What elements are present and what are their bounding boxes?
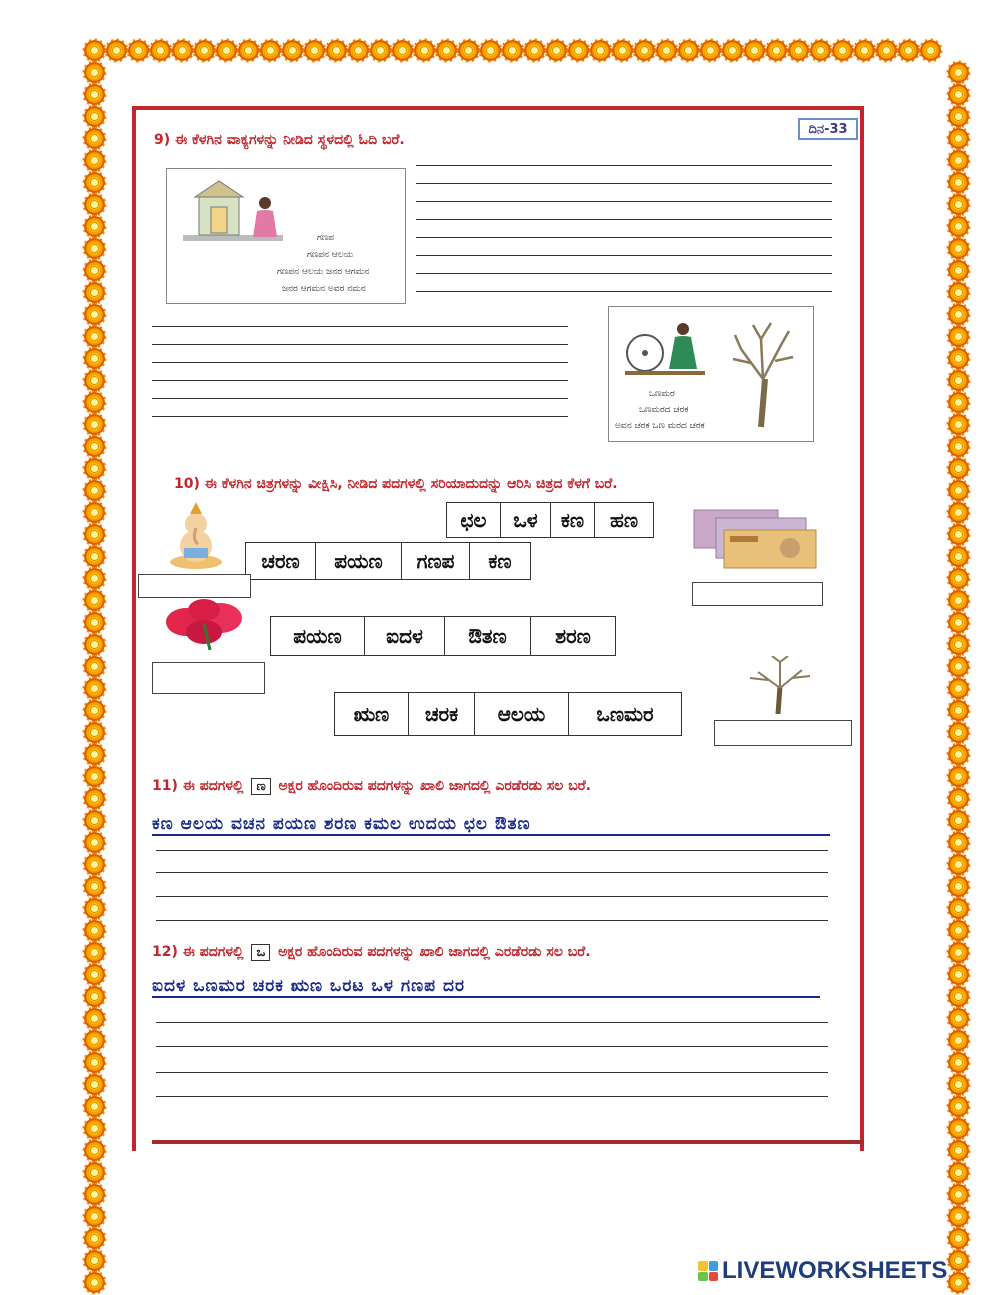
flower-icon bbox=[370, 40, 391, 61]
dry-tree-illustration bbox=[721, 319, 801, 429]
flower-icon bbox=[84, 348, 105, 369]
flower-icon bbox=[948, 744, 969, 765]
tree-image bbox=[744, 656, 814, 716]
q11-target-letter: ಣ bbox=[251, 778, 270, 795]
decorative-flower-border-left bbox=[84, 62, 105, 1293]
flower-icon bbox=[948, 678, 969, 699]
q9-box2-line-3: ಅವನ ಚರಕ ಒಣ ಮರದ ಚರಕ bbox=[615, 421, 705, 431]
flower-icon bbox=[84, 986, 105, 1007]
word-option[interactable]: ಋಣ bbox=[335, 693, 409, 735]
flower-icon bbox=[948, 590, 969, 611]
word-option[interactable]: ಒಳ bbox=[501, 503, 551, 537]
flower-icon bbox=[546, 40, 567, 61]
flower-icon bbox=[948, 238, 969, 259]
flower-icon bbox=[948, 634, 969, 655]
q9-box2-line-2: ಒಣಮರದ ಚರಕ bbox=[639, 405, 689, 415]
flower-icon bbox=[948, 1250, 969, 1271]
flower-icon bbox=[326, 40, 347, 61]
flower-icon bbox=[84, 854, 105, 875]
flower-icon bbox=[948, 832, 969, 853]
flower-icon bbox=[84, 480, 105, 501]
flower-icon bbox=[84, 700, 105, 721]
word-option[interactable]: ಪಯಣ bbox=[316, 543, 402, 579]
q12-heading-pre: 12) ಈ ಪದಗಳಲ್ಲಿ bbox=[152, 944, 244, 960]
flower-icon bbox=[84, 458, 105, 479]
word-option[interactable]: ಐದಳ bbox=[365, 617, 445, 655]
flower-icon bbox=[84, 392, 105, 413]
flower-icon bbox=[84, 1030, 105, 1051]
flower-icon bbox=[84, 1074, 105, 1095]
q9-box1-line-2: ಗಣಪನ ಆಲಯ bbox=[307, 250, 354, 260]
answer-box-ganesha[interactable] bbox=[138, 574, 251, 598]
word-option[interactable]: ಛಲ bbox=[447, 503, 501, 537]
flower-icon bbox=[84, 766, 105, 787]
flower-icon bbox=[948, 282, 969, 303]
flower-icon bbox=[948, 656, 969, 677]
flower-icon bbox=[948, 920, 969, 941]
liveworksheets-brand: LIVEWORKSHEETS bbox=[722, 1257, 948, 1284]
q11-heading bbox=[152, 778, 591, 795]
flower-icon bbox=[84, 502, 105, 523]
word-option[interactable]: ಚರಕ bbox=[409, 693, 475, 735]
flower-icon bbox=[84, 1140, 105, 1161]
flower-icon bbox=[948, 876, 969, 897]
flower-icon bbox=[84, 1162, 105, 1183]
flower-icon bbox=[84, 216, 105, 237]
flower-icon bbox=[84, 568, 105, 589]
word-option[interactable]: ಪಯಣ bbox=[271, 617, 365, 655]
q9-box1-line-4: ಜನರ ಆಗಮನ ಅವರ ನಮನ bbox=[282, 284, 366, 294]
word-option[interactable]: ಹಣ bbox=[609, 508, 639, 532]
flower-icon bbox=[678, 40, 699, 61]
q12-heading-post: ಅಕ್ಷರ ಹೊಂದಿರುವ ಪದಗಳನ್ನು ಖಾಲಿ ಜಾಗದಲ್ಲಿ ಎರಡೆರಡು ಸಲ ಬರೆ. bbox=[278, 944, 591, 960]
flower-icon bbox=[948, 612, 969, 633]
q9-box2-line-1: ಒಣಮರ bbox=[649, 389, 675, 399]
flower-icon bbox=[216, 40, 237, 61]
flower-icon bbox=[898, 40, 919, 61]
flower-icon bbox=[128, 40, 149, 61]
word-option[interactable]: ಔತಣ bbox=[445, 617, 531, 655]
answer-box-tree[interactable] bbox=[714, 720, 852, 746]
flower-icon bbox=[84, 1250, 105, 1271]
flower-icon bbox=[84, 1228, 105, 1249]
flower-icon bbox=[948, 964, 969, 985]
flower-icon bbox=[84, 634, 105, 655]
flower-icon bbox=[948, 458, 969, 479]
flower-icon bbox=[948, 546, 969, 567]
liveworksheets-icon bbox=[698, 1261, 718, 1281]
flower-icon bbox=[948, 480, 969, 501]
ganesha-image bbox=[164, 502, 228, 572]
flower-icon bbox=[948, 1096, 969, 1117]
word-option[interactable]: ಕಣ bbox=[551, 503, 595, 537]
flower-icon bbox=[84, 1206, 105, 1227]
q9-heading: 9) ಈ ಕೆಳಗಿನ ವಾಕ್ಯಗಳನ್ನು ನೀಡಿದ ಸ್ಥಳದಲ್ಲಿ ಓದಿ ಬರೆ. bbox=[154, 132, 405, 148]
flower-icon bbox=[348, 40, 369, 61]
flower-icon bbox=[948, 1008, 969, 1029]
flower-icon bbox=[948, 216, 969, 237]
word-table-money bbox=[446, 502, 654, 538]
flower-icon bbox=[414, 40, 435, 61]
flower-icon bbox=[948, 854, 969, 875]
flower-icon bbox=[948, 414, 969, 435]
flower-icon bbox=[948, 942, 969, 963]
flower-icon bbox=[84, 238, 105, 259]
flower-icon bbox=[172, 40, 193, 61]
word-table-tree bbox=[334, 692, 682, 736]
flower-icon bbox=[948, 106, 969, 127]
flower-icon bbox=[590, 40, 611, 61]
flower-icon bbox=[84, 1184, 105, 1205]
flower-icon bbox=[948, 84, 969, 105]
q11-word-list: ಕಣ ಆಲಯ ವಚನ ಪಯಣ ಶರಣ ಕಮಲ ಉದಯ ಛಲ ಔತಣ bbox=[152, 814, 830, 836]
flower-icon bbox=[84, 260, 105, 281]
flower-icon bbox=[524, 40, 545, 61]
flower-icon bbox=[194, 40, 215, 61]
flower-icon bbox=[948, 128, 969, 149]
flower-icon bbox=[948, 392, 969, 413]
flower-icon bbox=[788, 40, 809, 61]
flower-icon bbox=[150, 40, 171, 61]
word-option[interactable]: ಶರಣ bbox=[555, 624, 591, 648]
flower-icon bbox=[948, 722, 969, 743]
flower-icon bbox=[84, 150, 105, 171]
flower-icon bbox=[436, 40, 457, 61]
answer-box-flower[interactable] bbox=[152, 662, 265, 694]
q12-target-letter: ಒ bbox=[251, 944, 270, 961]
money-notes-image bbox=[690, 504, 820, 574]
flower-icon bbox=[84, 964, 105, 985]
flower-icon bbox=[568, 40, 589, 61]
flower-icon bbox=[84, 546, 105, 567]
flower-icon bbox=[84, 1052, 105, 1073]
flower-icon bbox=[948, 1118, 969, 1139]
word-option[interactable]: ಚರಣ bbox=[246, 543, 316, 579]
flower-icon bbox=[84, 810, 105, 831]
flower-icon bbox=[84, 414, 105, 435]
flower-icon bbox=[700, 40, 721, 61]
flower-icon bbox=[948, 766, 969, 787]
flower-icon bbox=[84, 876, 105, 897]
flower-icon bbox=[948, 194, 969, 215]
flower-icon bbox=[948, 172, 969, 193]
flower-icon bbox=[948, 898, 969, 919]
flower-icon bbox=[854, 40, 875, 61]
flower-icon bbox=[948, 700, 969, 721]
flower-icon bbox=[502, 40, 523, 61]
flower-icon bbox=[84, 304, 105, 325]
flower-icon bbox=[84, 678, 105, 699]
flower-icon bbox=[84, 942, 105, 963]
spinning-wheel-image-box bbox=[608, 306, 814, 442]
flower-icon bbox=[948, 1052, 969, 1073]
flower-icon bbox=[84, 612, 105, 633]
flower-icon bbox=[282, 40, 303, 61]
flower-icon bbox=[744, 40, 765, 61]
flower-icon bbox=[84, 194, 105, 215]
q11-heading-post: ಅಕ್ಷರ ಹೊಂದಿರುವ ಪದಗಳನ್ನು ಖಾಲಿ ಜಾಗದಲ್ಲಿ ಎರಡೆರಡು ಸಲ ಬರೆ. bbox=[278, 778, 591, 794]
flower-icon bbox=[84, 656, 105, 677]
q11-heading-pre: 11) ಈ ಪದಗಳಲ್ಲಿ bbox=[152, 778, 244, 794]
flower-icon bbox=[304, 40, 325, 61]
flower-icon bbox=[458, 40, 479, 61]
flower-icon bbox=[948, 1272, 969, 1293]
hibiscus-flower-image bbox=[164, 598, 250, 654]
day-badge: ದಿನ-33 bbox=[798, 118, 858, 140]
flower-icon bbox=[84, 744, 105, 765]
flower-icon bbox=[84, 788, 105, 809]
flower-icon bbox=[810, 40, 831, 61]
word-option[interactable]: ಕಣ bbox=[488, 549, 512, 573]
flower-icon bbox=[260, 40, 281, 61]
flower-icon bbox=[84, 128, 105, 149]
flower-icon bbox=[876, 40, 897, 61]
flower-icon bbox=[480, 40, 501, 61]
flower-icon bbox=[106, 40, 127, 61]
flower-icon bbox=[948, 436, 969, 457]
temple-prayer-illustration bbox=[173, 175, 293, 255]
flower-icon bbox=[392, 40, 413, 61]
flower-icon bbox=[948, 304, 969, 325]
flower-icon bbox=[948, 524, 969, 545]
flower-icon bbox=[920, 40, 941, 61]
flower-icon bbox=[84, 832, 105, 853]
flower-icon bbox=[948, 1228, 969, 1249]
flower-icon bbox=[634, 40, 655, 61]
worksheet-frame-bottom bbox=[152, 1140, 864, 1144]
flower-icon bbox=[766, 40, 787, 61]
flower-icon bbox=[948, 326, 969, 347]
flower-icon bbox=[948, 1030, 969, 1051]
flower-icon bbox=[238, 40, 259, 61]
liveworksheets-logo bbox=[698, 1257, 947, 1285]
q12-word-list: ಐದಳ ಒಣಮರ ಚರಕ ಋಣ ಒರಟ ಒಳ ಗಣಪ ದರ bbox=[152, 976, 820, 998]
word-option[interactable]: ಗಣಪ bbox=[402, 543, 470, 579]
flower-icon bbox=[84, 1096, 105, 1117]
flower-icon bbox=[84, 62, 105, 83]
flower-icon bbox=[948, 62, 969, 83]
word-option[interactable]: ಒಣಮರ bbox=[596, 702, 654, 726]
spinning-wheel-illustration bbox=[615, 313, 715, 383]
flower-icon bbox=[612, 40, 633, 61]
decorative-flower-border-top bbox=[84, 40, 941, 61]
flower-icon bbox=[948, 1206, 969, 1227]
flower-icon bbox=[948, 1162, 969, 1183]
flower-icon bbox=[948, 568, 969, 589]
flower-icon bbox=[948, 370, 969, 391]
flower-icon bbox=[84, 172, 105, 193]
word-table-ganesha bbox=[245, 542, 531, 580]
flower-icon bbox=[84, 370, 105, 391]
decorative-flower-border-right bbox=[948, 62, 969, 1293]
flower-icon bbox=[948, 810, 969, 831]
flower-icon bbox=[84, 1272, 105, 1293]
temple-image-box bbox=[166, 168, 406, 304]
flower-icon bbox=[948, 260, 969, 281]
flower-icon bbox=[948, 1140, 969, 1161]
flower-icon bbox=[722, 40, 743, 61]
flower-icon bbox=[948, 1184, 969, 1205]
flower-icon bbox=[84, 1008, 105, 1029]
q12-heading bbox=[152, 944, 591, 961]
flower-icon bbox=[948, 1074, 969, 1095]
flower-icon bbox=[84, 436, 105, 457]
flower-icon bbox=[84, 326, 105, 347]
flower-icon bbox=[84, 282, 105, 303]
flower-icon bbox=[948, 348, 969, 369]
flower-icon bbox=[832, 40, 853, 61]
q10-heading: 10) ಈ ಕೆಳಗಿನ ಚಿತ್ರಗಳನ್ನು ವೀಕ್ಷಿಸಿ, ನೀಡಿದ ಪದಗಳಲ್ಲಿ ಸರಿಯಾದುದನ್ನು ಆರಿಸಿ ಚಿತ್ರದ ಕೆಳಗೆ ಬರೆ. bbox=[174, 476, 618, 492]
flower-icon bbox=[84, 920, 105, 941]
flower-icon bbox=[948, 986, 969, 1007]
flower-icon bbox=[84, 898, 105, 919]
flower-icon bbox=[84, 106, 105, 127]
flower-icon bbox=[656, 40, 677, 61]
flower-icon bbox=[84, 722, 105, 743]
word-option[interactable]: ಆಲಯ bbox=[475, 693, 569, 735]
q9-box1-line-3: ಗಣಪನ ಆಲಯ ಜನರ ಆಗಮನ bbox=[277, 267, 370, 277]
q9-box1-line-1: ಗಣಪ bbox=[317, 233, 335, 243]
flower-icon bbox=[84, 590, 105, 611]
flower-icon bbox=[84, 524, 105, 545]
flower-icon bbox=[84, 40, 105, 61]
answer-box-money[interactable] bbox=[692, 582, 823, 606]
word-table-flower bbox=[270, 616, 616, 656]
flower-icon bbox=[948, 788, 969, 809]
flower-icon bbox=[84, 84, 105, 105]
flower-icon bbox=[948, 502, 969, 523]
flower-icon bbox=[84, 1118, 105, 1139]
flower-icon bbox=[948, 150, 969, 171]
